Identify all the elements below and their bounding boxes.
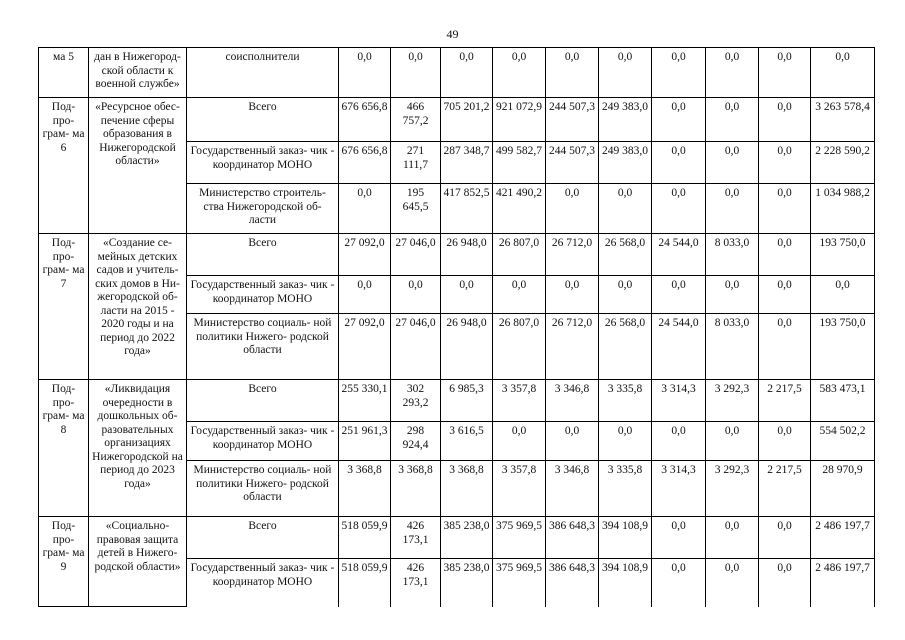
value-cell: 26 568,0 — [599, 234, 652, 276]
total-value-cell: 28 970,9 — [811, 461, 875, 517]
value-cell: 499 582,7 — [493, 142, 546, 184]
participant-cell: Государственный заказ- чик - координатор МОНО — [187, 142, 339, 184]
table-row — [39, 48, 875, 98]
value-cell: 271 111,7 — [391, 142, 441, 184]
value-cell: 0,0 — [759, 48, 811, 98]
total-value-cell: 2 486 197,7 — [811, 517, 875, 559]
value-cell: 0,0 — [441, 276, 493, 314]
value-cell: 0,0 — [652, 142, 706, 184]
value-cell: 27 046,0 — [391, 234, 441, 276]
total-value-cell: 2 486 197,7 — [811, 559, 875, 607]
value-cell: 27 092,0 — [339, 234, 391, 276]
value-cell: 3 292,3 — [706, 461, 759, 517]
value-cell: 0,0 — [759, 142, 811, 184]
total-value-cell: 1 034 988,2 — [811, 184, 875, 234]
participant-cell: Министерство социаль- ной политики Нижего- родской области — [187, 314, 339, 380]
value-cell: 0,0 — [599, 48, 652, 98]
value-cell: 417 852,5 — [441, 184, 493, 234]
page-number: 49 — [446, 27, 459, 41]
value-cell: 2 217,5 — [759, 380, 811, 422]
value-cell: 302 293,2 — [391, 380, 441, 422]
table-row — [39, 234, 875, 276]
value-cell: 3 357,8 — [493, 380, 546, 422]
value-cell: 0,0 — [599, 184, 652, 234]
value-cell: 0,0 — [652, 184, 706, 234]
value-cell: 0,0 — [759, 517, 811, 559]
total-value-cell: 2 228 590,2 — [811, 142, 875, 184]
value-cell: 26 807,0 — [493, 234, 546, 276]
value-cell: 27 092,0 — [339, 314, 391, 380]
value-cell: 0,0 — [599, 422, 652, 461]
value-cell: 676 656,8 — [339, 142, 391, 184]
value-cell: 426 173,1 — [391, 559, 441, 607]
value-cell: 0,0 — [391, 276, 441, 314]
participant-cell: Министерство строитель- ства Нижегородской об- ласти — [187, 184, 339, 234]
total-value-cell: 554 502,2 — [811, 422, 875, 461]
value-cell: 0,0 — [441, 48, 493, 98]
value-cell: 0,0 — [706, 48, 759, 98]
value-cell: 0,0 — [493, 276, 546, 314]
value-cell: 26 568,0 — [599, 314, 652, 380]
value-cell: 0,0 — [706, 559, 759, 607]
value-cell: 251 961,3 — [339, 422, 391, 461]
table-row — [39, 98, 875, 142]
value-cell: 0,0 — [599, 276, 652, 314]
participant-cell: Государственный заказ- чик - координатор МОНО — [187, 276, 339, 314]
value-cell: 0,0 — [339, 48, 391, 98]
value-cell: 244 507,3 — [546, 142, 599, 184]
value-cell: 385 238,0 — [441, 559, 493, 607]
value-cell: 26 712,0 — [546, 314, 599, 380]
total-value-cell: 0,0 — [811, 48, 875, 98]
value-cell: 0,0 — [339, 184, 391, 234]
value-cell: 0,0 — [759, 98, 811, 142]
value-cell: 26 948,0 — [441, 234, 493, 276]
value-cell: 3 335,8 — [599, 380, 652, 422]
value-cell: 0,0 — [546, 276, 599, 314]
value-cell: 244 507,3 — [546, 98, 599, 142]
subprogram-title: «Создание се- мейных детских садов и учитель- ских домов в Ни- жегородской об- ласти на 2015 - 2020 годы и на период до 2022 года» — [89, 234, 187, 380]
value-cell: 0,0 — [546, 422, 599, 461]
value-cell: 3 292,3 — [706, 380, 759, 422]
value-cell: 385 238,0 — [441, 517, 493, 559]
participant-cell: Государственный заказ- чик - координатор МОНО — [187, 422, 339, 461]
value-cell: 0,0 — [391, 48, 441, 98]
value-cell: 8 033,0 — [706, 314, 759, 380]
value-cell: 518 059,9 — [339, 559, 391, 607]
participant-cell: Министерство социаль- ной политики Нижего- родской области — [187, 461, 339, 517]
value-cell: 3 368,8 — [391, 461, 441, 517]
value-cell: 26 948,0 — [441, 314, 493, 380]
participant-cell: Всего — [187, 380, 339, 422]
value-cell: 249 383,0 — [599, 142, 652, 184]
value-cell: 3 314,3 — [652, 380, 706, 422]
participant-cell: Всего — [187, 517, 339, 559]
value-cell: 0,0 — [493, 48, 546, 98]
value-cell: 3 368,8 — [441, 461, 493, 517]
value-cell: 0,0 — [652, 559, 706, 607]
participant-cell: соисполнители — [187, 48, 339, 98]
value-cell: 0,0 — [546, 48, 599, 98]
value-cell: 386 648,3 — [546, 517, 599, 559]
value-cell: 676 656,8 — [339, 98, 391, 142]
subprogram-number: Под- про- грам- ма 8 — [39, 380, 89, 517]
table-body — [39, 48, 875, 607]
subprogram-number: Под- про- грам- ма 9 — [39, 517, 89, 607]
total-value-cell: 583 473,1 — [811, 380, 875, 422]
total-value-cell: 193 750,0 — [811, 314, 875, 380]
value-cell: 0,0 — [706, 184, 759, 234]
value-cell: 3 346,8 — [546, 380, 599, 422]
value-cell: 8 033,0 — [706, 234, 759, 276]
value-cell: 394 108,9 — [599, 559, 652, 607]
value-cell: 375 969,5 — [493, 559, 546, 607]
subprogram-title: «Ликвидация очередности в дошкольных об- разовательных организациях Нижегородской на период до 2023 года» — [89, 380, 187, 517]
subprogram-title: «Социально- правовая защита детей в Нижего- родской области» — [89, 517, 187, 607]
value-cell: 0,0 — [759, 276, 811, 314]
value-cell: 0,0 — [652, 517, 706, 559]
value-cell: 2 217,5 — [759, 461, 811, 517]
value-cell: 421 490,2 — [493, 184, 546, 234]
value-cell: 26 807,0 — [493, 314, 546, 380]
value-cell: 0,0 — [652, 422, 706, 461]
value-cell: 3 357,8 — [493, 461, 546, 517]
value-cell: 0,0 — [706, 517, 759, 559]
value-cell: 0,0 — [759, 314, 811, 380]
total-value-cell: 3 263 578,4 — [811, 98, 875, 142]
value-cell: 3 346,8 — [546, 461, 599, 517]
participant-cell: Всего — [187, 234, 339, 276]
value-cell: 26 712,0 — [546, 234, 599, 276]
value-cell: 24 544,0 — [652, 234, 706, 276]
value-cell: 287 348,7 — [441, 142, 493, 184]
value-cell: 426 173,1 — [391, 517, 441, 559]
value-cell: 518 059,9 — [339, 517, 391, 559]
value-cell: 386 648,3 — [546, 559, 599, 607]
subprogram-number: ма 5 — [39, 48, 89, 98]
value-cell: 0,0 — [759, 234, 811, 276]
value-cell: 0,0 — [546, 184, 599, 234]
value-cell: 0,0 — [493, 422, 546, 461]
total-value-cell: 0,0 — [811, 276, 875, 314]
value-cell: 0,0 — [706, 276, 759, 314]
subprogram-number: Под- про- грам- ма 6 — [39, 98, 89, 234]
value-cell: 921 072,9 — [493, 98, 546, 142]
value-cell: 466 757,2 — [391, 98, 441, 142]
value-cell: 0,0 — [706, 142, 759, 184]
value-cell: 0,0 — [652, 48, 706, 98]
value-cell: 255 330,1 — [339, 380, 391, 422]
value-cell: 0,0 — [759, 422, 811, 461]
subprogram-number: Под- про- грам- ма 7 — [39, 234, 89, 380]
total-value-cell: 193 750,0 — [811, 234, 875, 276]
participant-cell: Всего — [187, 98, 339, 142]
value-cell: 0,0 — [706, 98, 759, 142]
participant-cell: Государственный заказ- чик - координатор МОНО — [187, 559, 339, 607]
table-row — [39, 517, 875, 559]
budget-table — [38, 47, 875, 607]
value-cell: 0,0 — [759, 559, 811, 607]
subprogram-title: «Ресурсное обес- печение сферы образования в Нижегородской области» — [89, 98, 187, 234]
subprogram-title: дан в Нижегород- ской области к военной службе» — [89, 48, 187, 98]
value-cell: 27 046,0 — [391, 314, 441, 380]
value-cell: 3 616,5 — [441, 422, 493, 461]
value-cell: 298 924,4 — [391, 422, 441, 461]
value-cell: 3 335,8 — [599, 461, 652, 517]
value-cell: 3 368,8 — [339, 461, 391, 517]
value-cell: 0,0 — [652, 276, 706, 314]
value-cell: 6 985,3 — [441, 380, 493, 422]
value-cell: 3 314,3 — [652, 461, 706, 517]
value-cell: 0,0 — [706, 422, 759, 461]
value-cell: 375 969,5 — [493, 517, 546, 559]
value-cell: 0,0 — [339, 276, 391, 314]
value-cell: 249 383,0 — [599, 98, 652, 142]
value-cell: 394 108,9 — [599, 517, 652, 559]
value-cell: 705 201,2 — [441, 98, 493, 142]
value-cell: 0,0 — [652, 98, 706, 142]
value-cell: 195 645,5 — [391, 184, 441, 234]
value-cell: 24 544,0 — [652, 314, 706, 380]
table-row — [39, 380, 875, 422]
value-cell: 0,0 — [759, 184, 811, 234]
